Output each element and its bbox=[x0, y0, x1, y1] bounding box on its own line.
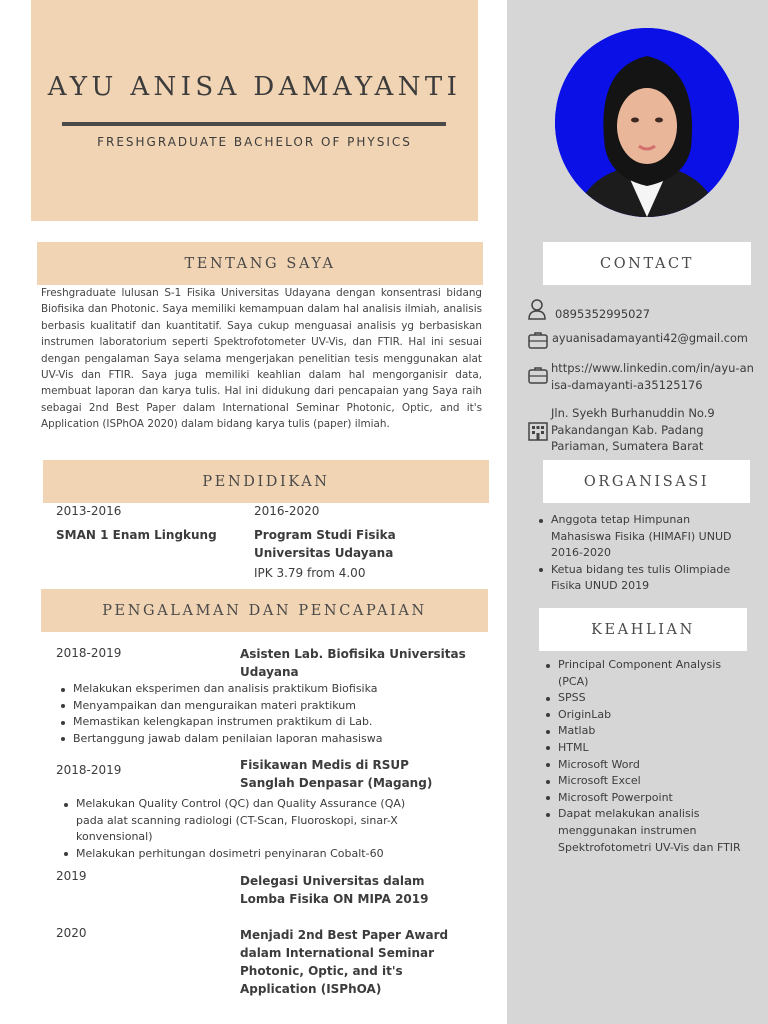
list-item: OriginLab bbox=[543, 707, 748, 724]
experience-years: 2018-2019 bbox=[56, 763, 122, 777]
experience-years: 2019 bbox=[56, 869, 87, 883]
briefcase-icon bbox=[528, 331, 548, 349]
profile-photo bbox=[555, 28, 739, 217]
list-item: Melakukan perhitungan dosimetri penyinaran Cobalt-60 bbox=[61, 846, 411, 863]
list-item: Microsoft Powerpoint bbox=[543, 790, 748, 807]
candidate-subtitle: FRESHGRADUATE BACHELOR OF PHYSICS bbox=[97, 135, 412, 149]
list-item: Bertanggung jawab dalam penilaian laporan mahasiswa bbox=[58, 731, 478, 748]
education-gpa: IPK 3.79 from 4.00 bbox=[254, 566, 366, 580]
education-school: Program Studi Fisika Universitas Udayana bbox=[254, 528, 396, 560]
list-item: Principal Component Analysis (PCA) bbox=[543, 657, 748, 690]
list-item: Menyampaikan dan menguraikan materi praktikum bbox=[58, 698, 478, 715]
section-header-organization: ORGANISASI bbox=[543, 460, 750, 503]
experience-role: Delegasi Universitas dalam Lomba Fisika ON MIPA 2019 bbox=[240, 874, 429, 906]
education-years: 2013-2016 bbox=[56, 504, 122, 518]
skills-list bbox=[543, 657, 748, 856]
education-years: 2016-2020 bbox=[254, 504, 320, 518]
about-text: Freshgraduate lulusan S-1 Fisika Universitas Udayana dengan konsentrasi bidang Biofisika dan Photonic. Saya memiliki kemampuan dalam hal analisis ilmiah, analisis berbasis kualitatif dan kuantitatif. Saya cukup menguasai analisis yg berbasiskan instrumen laboratorium seperti Spektrofotometer UV-Vis, dan FTIR. Hal ini sesuai dengan pengalaman Saya selama mengerjakan penelitian tesis menggunakan alat UV-Vis dan FTIR. Saya juga memiliki keahlian dalam hal mengorganisir data, membuat laporan dan karya tulis. Hal ini didukung dari pencapaian yang Saya raih sebagai 2nd Best Paper dalam International Seminar Photonic, Optic, and it's Application (ISPhOA 2020) dalam bidang karya tulis (paper) ilmiah. bbox=[41, 287, 482, 431]
list-item: Matlab bbox=[543, 723, 748, 740]
experience-bullets bbox=[61, 796, 411, 862]
experience-role: Menjadi 2nd Best Paper Award dalam International Seminar Photonic, Optic, and it's Application (ISPhOA) bbox=[240, 928, 449, 996]
contact-linkedin[interactable]: https://www.linkedin.com/in/ayu-anisa-damayanti-a35125176 bbox=[551, 361, 754, 392]
contact-phone[interactable]: 0895352995027 bbox=[555, 307, 651, 321]
education-school: SMAN 1 Enam Lingkung bbox=[56, 528, 217, 542]
list-item: Anggota tetap Himpunan Mahasiswa Fisika (HIMAFI) UNUD 2016-2020 bbox=[536, 512, 736, 562]
building-icon bbox=[528, 421, 548, 441]
list-item: Ketua bidang tes tulis Olimpiade Fisika UNUD 2019 bbox=[536, 562, 736, 595]
list-item: Dapat melakukan analisis menggunakan instrumen Spektrofotometri UV-Vis dan FTIR bbox=[543, 806, 748, 856]
section-header-education: PENDIDIKAN bbox=[43, 460, 489, 503]
header-block bbox=[31, 0, 478, 221]
section-header-contact: CONTACT bbox=[543, 242, 751, 285]
list-item: Memastikan kelengkapan instrumen praktikum di Lab. bbox=[58, 714, 478, 731]
section-header-experience: PENGALAMAN DAN PENCAPAIAN bbox=[41, 589, 488, 632]
list-item: Microsoft Excel bbox=[543, 773, 748, 790]
list-item: Melakukan Quality Control (QC) dan Quality Assurance (QA) pada alat scanning radiologi (CT-Scan, Fluoroskopi, sinar-X konvensional) bbox=[61, 796, 411, 846]
contact-address: Jln. Syekh Burhanuddin No.9 Pakandangan Kab. Padang Pariaman, Sumatera Barat bbox=[551, 406, 715, 453]
experience-role: Fisikawan Medis di RSUP Sanglah Denpasar (Magang) bbox=[240, 758, 433, 790]
portrait-illustration bbox=[555, 28, 739, 217]
experience-years: 2018-2019 bbox=[56, 646, 122, 660]
organization-list bbox=[536, 512, 736, 595]
briefcase-icon bbox=[528, 366, 548, 384]
name-divider bbox=[62, 122, 446, 126]
experience-years: 2020 bbox=[56, 926, 87, 940]
section-header-skills: KEAHLIAN bbox=[539, 608, 747, 651]
user-icon bbox=[527, 298, 547, 320]
experience-role: Asisten Lab. Biofisika Universitas Udayana bbox=[240, 647, 466, 679]
list-item: HTML bbox=[543, 740, 748, 757]
candidate-name: AYU ANISA DAMAYANTI bbox=[47, 72, 462, 102]
list-item: Microsoft Word bbox=[543, 757, 748, 774]
list-item: SPSS bbox=[543, 690, 748, 707]
section-header-about: TENTANG SAYA bbox=[37, 242, 483, 285]
contact-email[interactable]: ayuanisadamayanti42@gmail.com bbox=[552, 332, 748, 345]
list-item: Melakukan eksperimen dan analisis praktikum Biofisika bbox=[58, 681, 478, 698]
experience-bullets bbox=[58, 681, 478, 747]
